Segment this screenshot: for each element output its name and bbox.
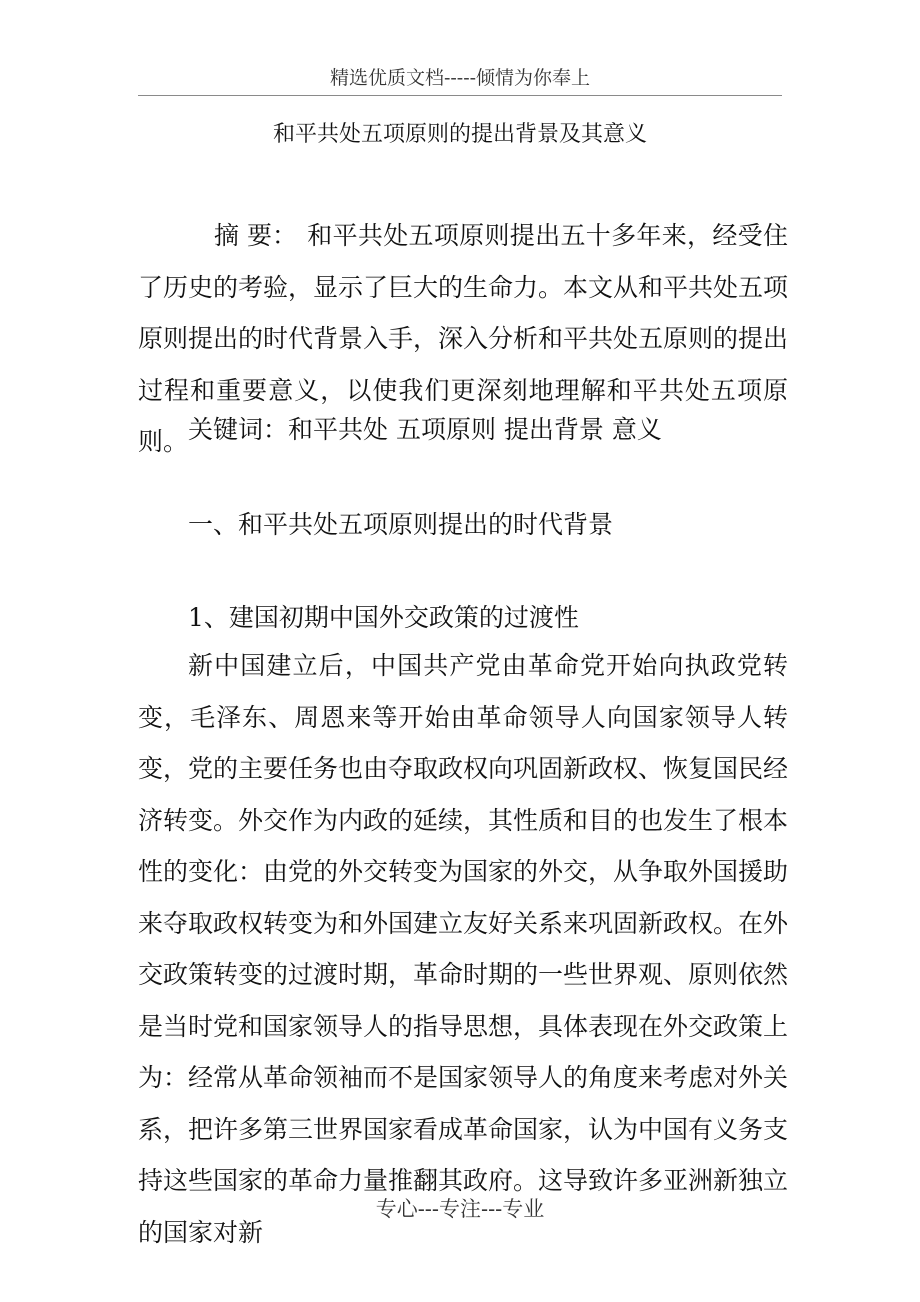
document-title: 和平共处五项原则的提出背景及其意义 [272, 122, 647, 147]
subsection-heading: 1、建国初期中国外交政策的过渡性 [188, 603, 579, 632]
abstract-text: 和平共处五项原则提出五十多年来，经受住了历史的考验，显示了巨大的生命力。本文从和平共处五项原则提出的时代背景入手，深入分析和平共处五原则的提出过程和重要意义，以使我们更深刻地理解和平共处五项原则。 [138, 221, 789, 456]
keywords-line: 关键词：和平共处 五项原则 提出背景 意义 [188, 415, 662, 444]
body-paragraph: 新中国建立后，中国共产党由革命党开始向执政党转变，毛泽东、周恩来等开始由革命领导人向国家领导人转变，党的主要任务也由夺取政权向巩固新政权、恢复国民经济转变。外交作为内政的延续，其性质和目的也发生了根本性的变化：由党的外交转变为国家的外交，从争取外国援助来夺取政权转变为和外国建立友好关系来巩固新政权。在外交政策转变的过渡时期，革命时期的一些世界观、原则依然是当时党和国家领导人的指导思想，具体表现在外交政策上为：经常从革命领袖而不是国家领导人的角度来考虑对外关系，把许多第三世界国家看成革命国家，认为中国有义务支持这些国家的革命力量推翻其政府。这导致许多亚洲新独立的国家对新 [138, 651, 789, 1247]
section-heading: 一、和平共处五项原则提出的时代背景 [188, 510, 614, 539]
abstract-label: 摘 要： [214, 221, 297, 250]
page-header: 精选优质文档-----倾情为你奉上 [329, 67, 591, 89]
page-footer: 专心---专注---专业 [375, 1197, 545, 1221]
header-divider [138, 95, 782, 96]
